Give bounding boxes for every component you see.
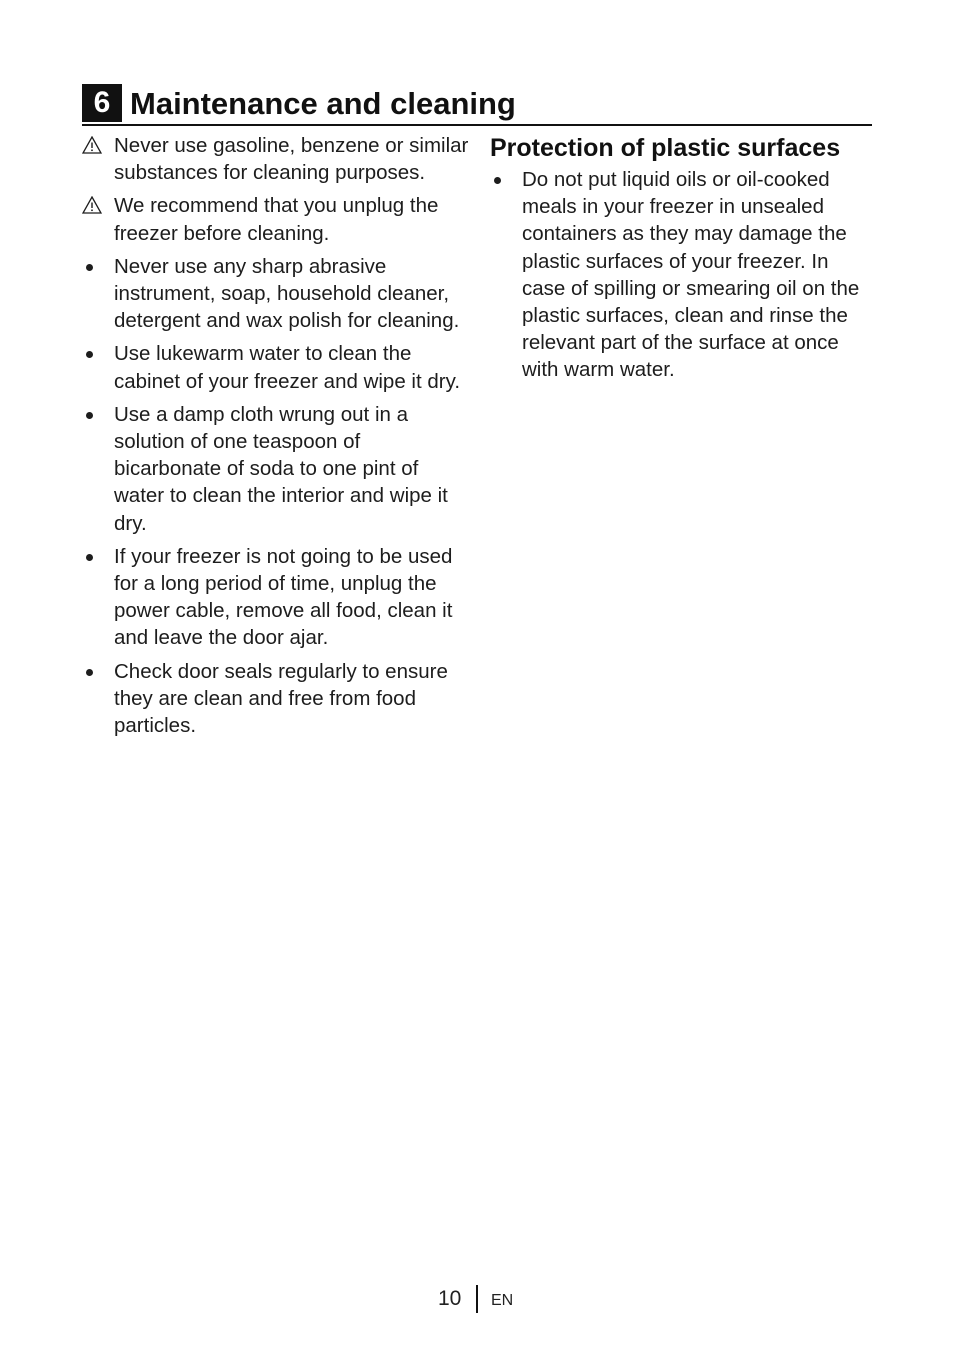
list-item-text: If your freezer is not going to be used for a long period of time, unplug the power cable, remove all food, clean it and leave the door ajar. [114,544,453,650]
bullet-icon [494,177,501,184]
list-item-text: Check door seals regularly to ensure they are clean and free from food particles. [114,659,448,738]
list-item [490,166,870,384]
bullet-icon [86,554,93,561]
warning-text: We recommend that you unplug the freezer before cleaning. [114,194,439,245]
list-item [82,253,470,335]
list-item-text: Use lukewarm water to clean the cabinet of your freezer and wipe it dry. [114,342,461,393]
list-item-text: Do not put liquid oils or oil-cooked meals in your freezer in unsealed containers as they may damage the plastic surfaces of your freezer. In case of spilling or smearing oil on the plastic surfaces, clean and rinse the relevant part of the surface at once with warm water. [522,168,860,382]
bullet-icon [86,264,93,271]
bullet-icon [86,412,93,419]
right-column [490,132,870,390]
bullet-icon [86,351,93,358]
warning-item [82,192,470,246]
page-footer [0,1285,954,1315]
list-item-text: Never use any sharp abrasive instrument, soap, household cleaner, detergent and wax polish for cleaning. [114,254,460,333]
bullet-icon [86,669,93,676]
language-code: EN [491,1292,514,1309]
section-title: Maintenance and cleaning [130,86,516,121]
list-item [82,401,470,537]
section-header [82,84,872,126]
warning-item [82,132,470,186]
warning-text: Never use gasoline, benzene or similar substances for cleaning purposes. [114,134,469,185]
list-item [82,658,470,740]
list-item [82,340,470,394]
subsection-heading: Protection of plastic surfaces [490,134,841,162]
list-item [82,543,470,652]
footer-divider [476,1285,478,1313]
section-number: 6 [82,84,122,122]
left-column [82,132,470,745]
page-number: 10 [438,1287,462,1310]
list-item-text: Use a damp cloth wrung out in a solution of one teaspoon of bicarbonate of soda to one pint of water to clean the interior and wipe it dry. [114,402,448,535]
